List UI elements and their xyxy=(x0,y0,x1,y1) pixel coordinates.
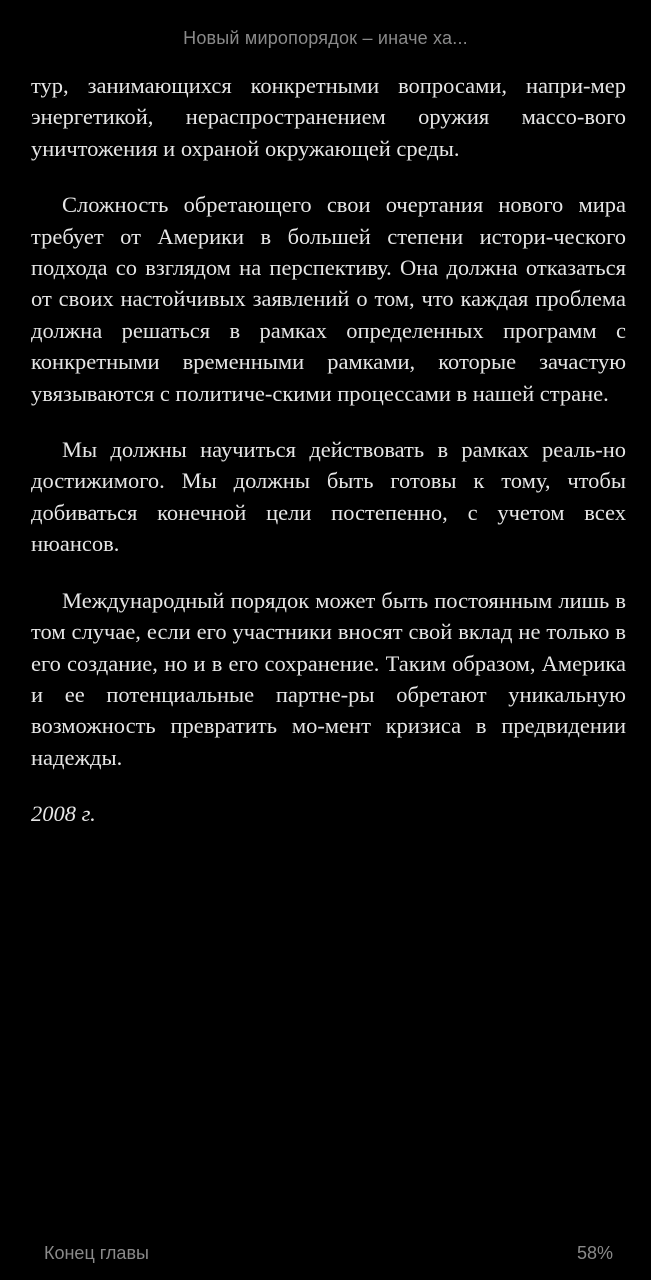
signature-date: 2008 г. xyxy=(31,801,96,827)
chapter-status: Конец главы xyxy=(44,1243,149,1263)
paragraph: тур, занимающихся конкретными вопросами, напри-мер энергетикой, нераспространением оружия массо-вого уничтожения и охраной окружающей среды. xyxy=(31,73,626,161)
paragraph: Международный порядок может быть постоянным лишь в том случае, если его участники вносят свой вклад не только в его создание, но и в его сохранение. Таким образом, Америка и ее потенциальные партне-ры обретают уникальную возможность превратить мо-мент кризиса в предвидении надежды. xyxy=(31,587,626,770)
paragraph: Мы должны научиться действовать в рамках реаль-но достижимого. Мы должны быть готовы к тому, чтобы добиваться конечной цели постепенно, с учетом всех нюансов. xyxy=(31,437,626,557)
reader-content xyxy=(31,70,626,830)
book-title[interactable]: Новый миропорядок – иначе ха... xyxy=(183,28,468,48)
reader-footer xyxy=(44,1243,613,1264)
reading-progress: 58% xyxy=(576,1243,613,1263)
paragraph: Сложность обретающего свои очертания нового мира требует от Америки в большей степени истори-ческого подхода со взглядом на перспективу. Она должна отказаться от своих настойчивых заявлений о том, что каждая проблема должна решаться в рамках определенных программ с конкретными временными рамками, которые зачастую увязываются с политиче-скими процессами в нашей стране. xyxy=(31,192,626,406)
